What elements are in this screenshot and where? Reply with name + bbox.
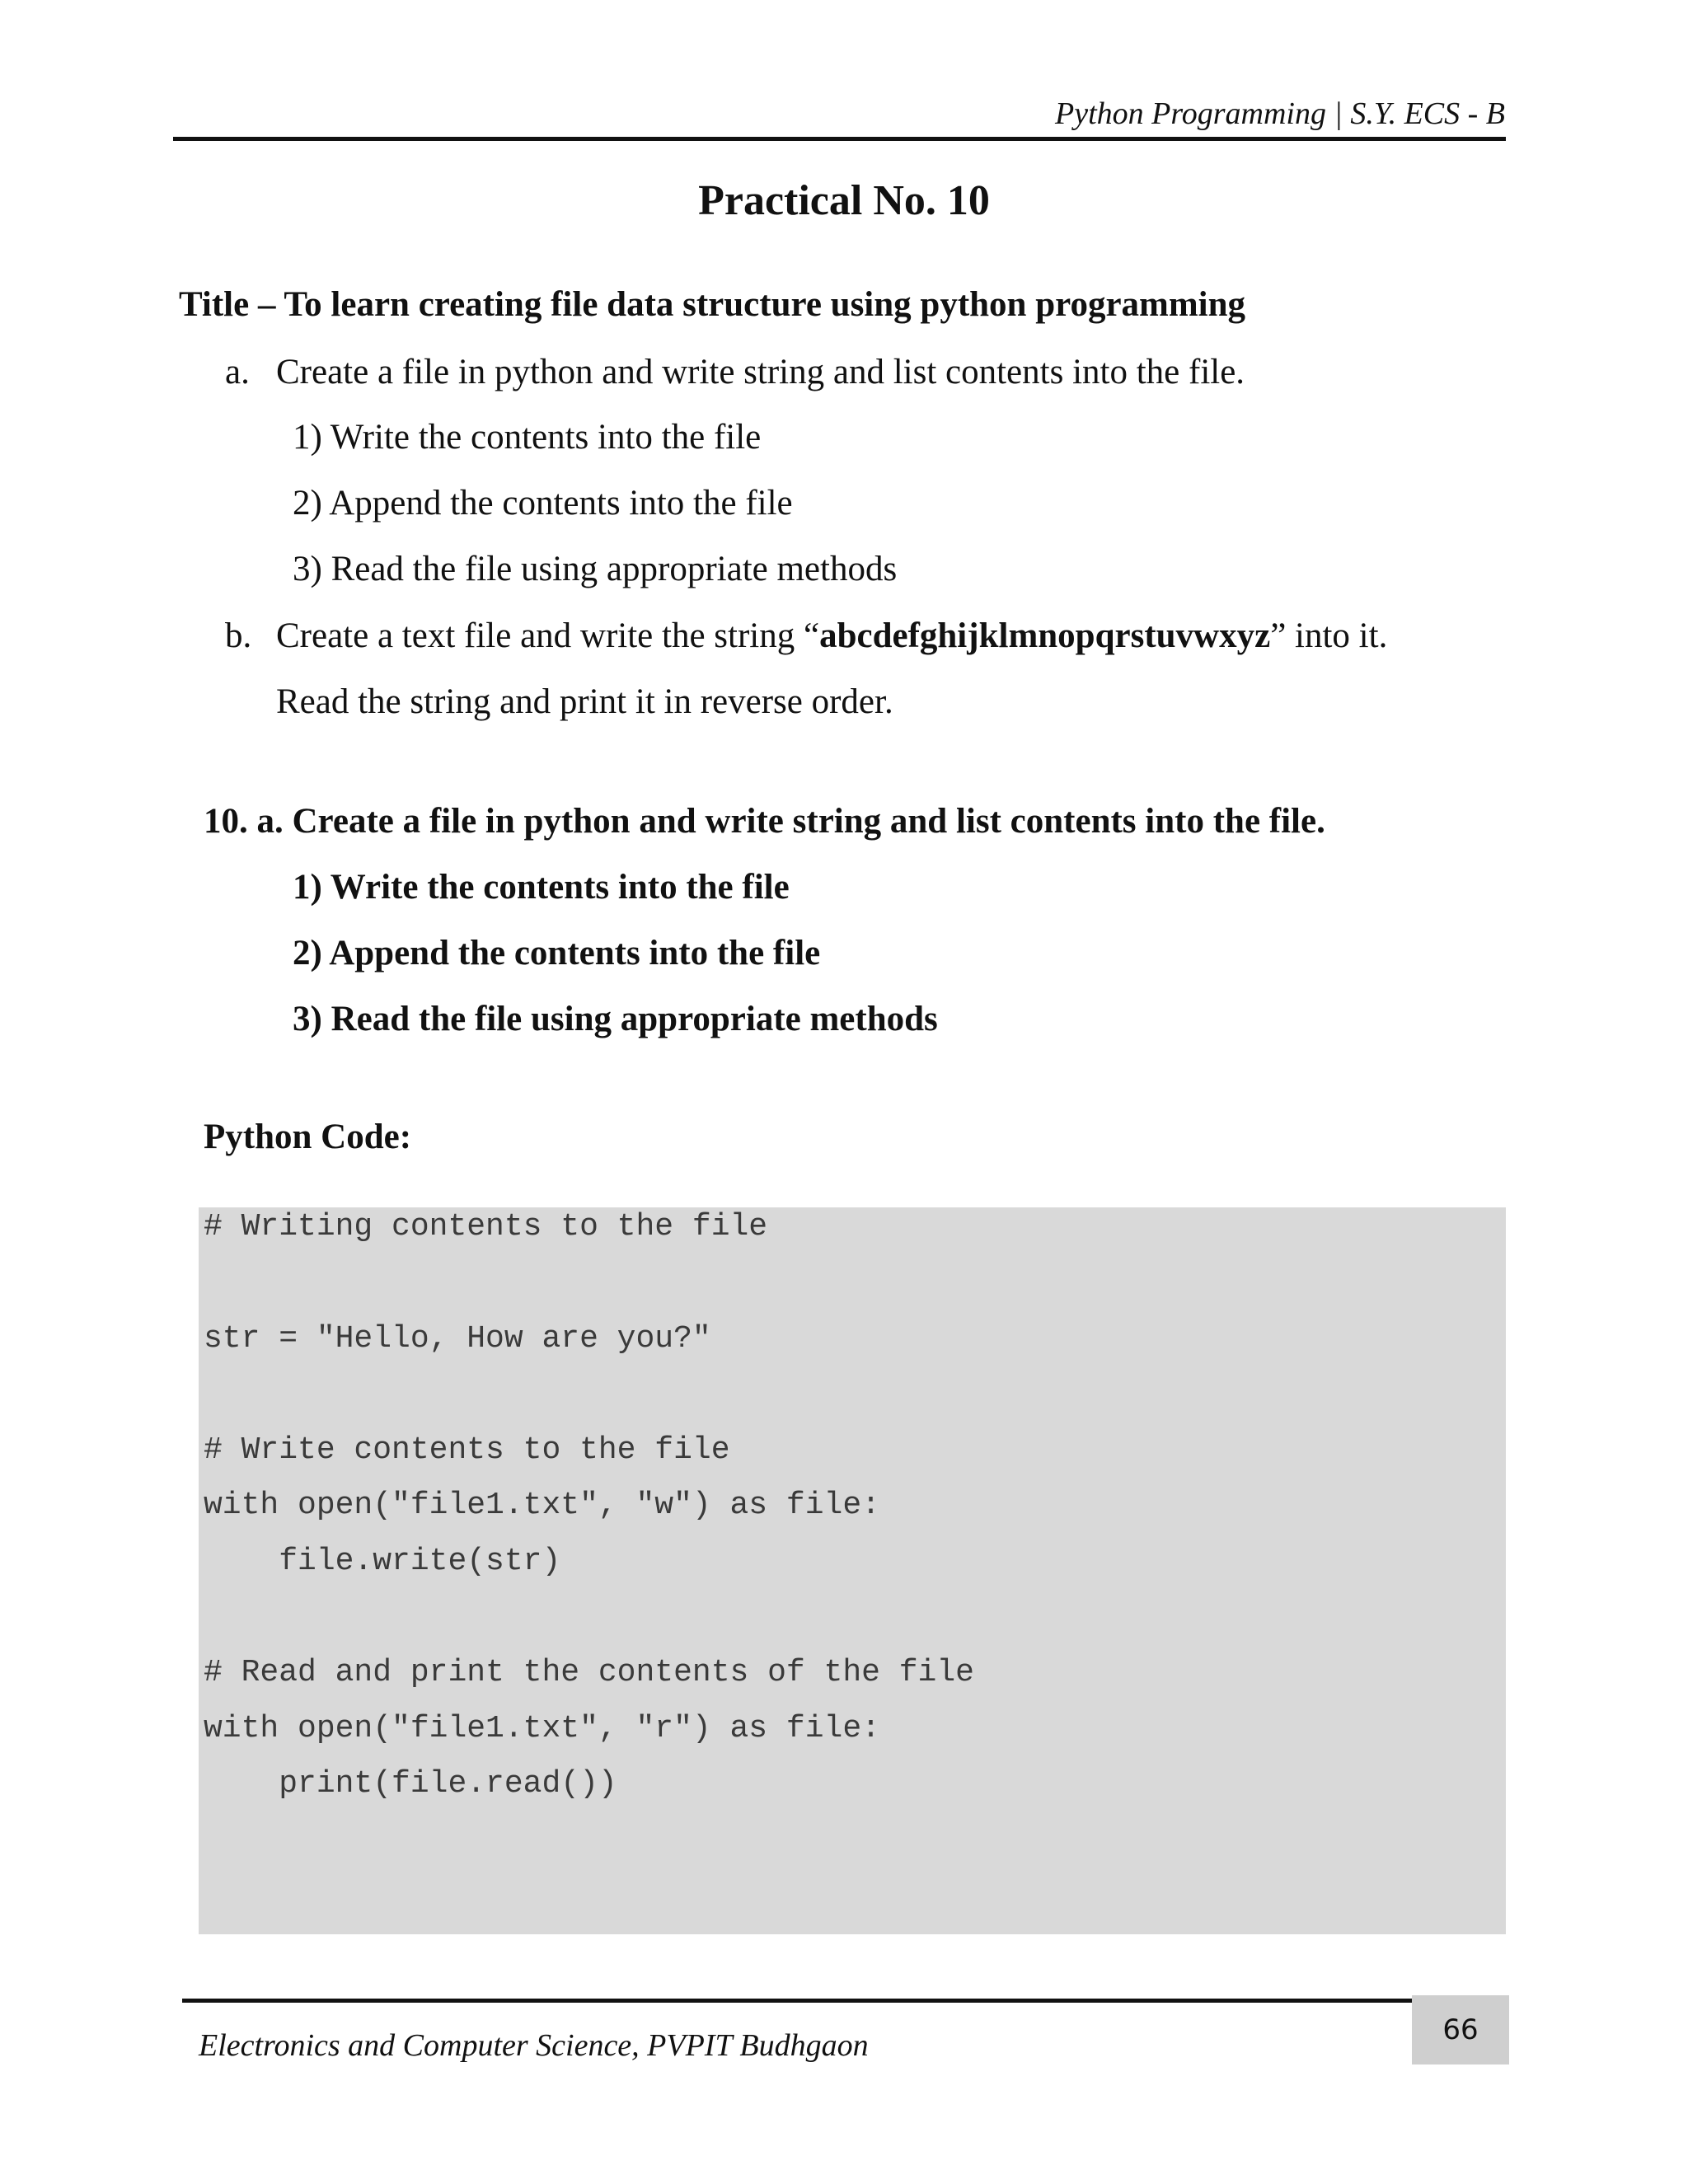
section-step-2: 2) Append the contents into the file xyxy=(293,934,821,972)
code-line: print(file.read()) xyxy=(204,1766,617,1802)
code-line: # Writing contents to the file xyxy=(204,1209,768,1244)
task-a-step-3: 3) Read the file using appropriate methods xyxy=(293,550,898,588)
footer-divider xyxy=(182,1999,1501,2003)
page-number: 66 xyxy=(1412,1995,1509,2064)
task-b-text-before: Create a text file and write the string “ xyxy=(276,616,820,655)
task-a-step-2: 2) Append the contents into the file xyxy=(293,484,793,523)
code-line: # Write contents to the file xyxy=(204,1432,730,1468)
page-title: Practical No. 10 xyxy=(698,177,990,224)
task-b-marker: b. xyxy=(225,616,252,655)
running-header: Python Programming | S.Y. ECS - B xyxy=(1055,96,1505,131)
code-line: file.write(str) xyxy=(204,1544,561,1579)
section-heading: 10. a. Create a file in python and write string and list contents into the file. xyxy=(204,802,1325,841)
alphabet-string: abcdefghijklmnopqrstuvwxyz xyxy=(819,616,1271,655)
task-a-marker: a. xyxy=(225,353,250,391)
practical-aim: Title – To learn creating file data structure using python programming xyxy=(179,285,1246,324)
task-b-continuation: Read the string and print it in reverse order. xyxy=(276,682,893,721)
footer-institution: Electronics and Computer Science, PVPIT Budhgaon xyxy=(199,2028,869,2063)
code-line: with open("file1.txt", "r") as file: xyxy=(204,1711,880,1746)
header-divider xyxy=(173,137,1506,141)
task-b-text-after: ” into it. xyxy=(1270,616,1388,655)
section-step-1: 1) Write the contents into the file xyxy=(293,868,790,907)
code-line: # Read and print the contents of the file xyxy=(204,1655,974,1690)
task-a-step-1: 1) Write the contents into the file xyxy=(293,418,762,457)
section-step-3: 3) Read the file using appropriate methods xyxy=(293,1000,938,1038)
task-a-text: Create a file in python and write string and list contents into the file. xyxy=(276,353,1245,391)
code-line: str = "Hello, How are you?" xyxy=(204,1321,711,1357)
code-line: with open("file1.txt", "w") as file: xyxy=(204,1488,880,1523)
task-b-text xyxy=(276,618,1387,654)
code-label: Python Code: xyxy=(204,1118,412,1156)
